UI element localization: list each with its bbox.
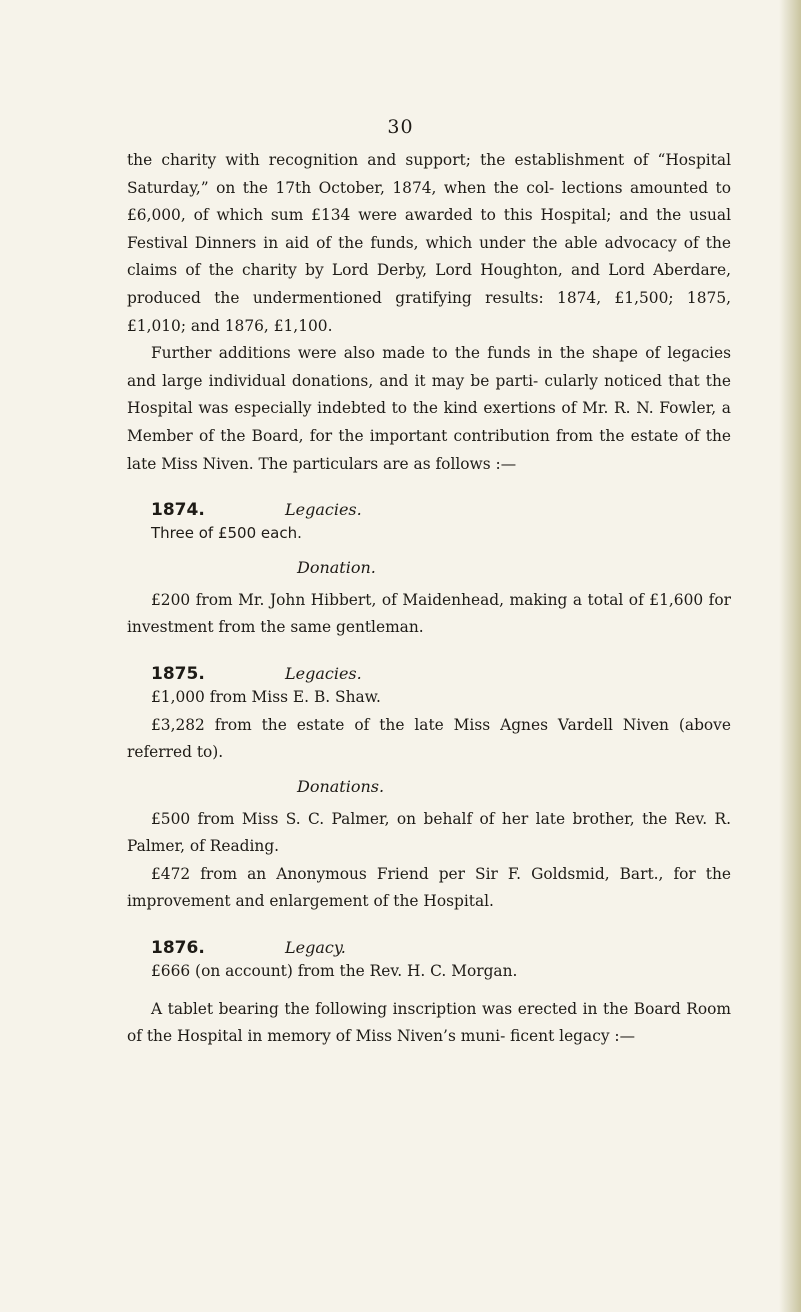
year-1874: 1874. [151,500,205,521]
page-number: 30 [387,116,414,138]
subheading-1874-donation: Donation. [297,557,376,577]
legacy-1876-morgan: £666 (on account) from the Rev. H. C. Morgan. [151,962,518,981]
page-edge-shadow [779,0,801,1312]
donation-1875-anonymous: £472 from an Anonymous Friend per Sir F. Goldsmid, Bart., for the improvement and enlargement of the Hospital. [127,864,731,911]
intro-paragraph-2: Further additions were also made to the funds in the shape of legacies and large individual donations, and it may be parti- cularly noticed that the Hospital was especially indebted to the kind exertions of Mr. R. N. Fowler, a Member of the Board, for the important contribution from the estate of the late Miss Niven. The particulars are as follows :— [127,344,731,473]
closing-paragraph: A tablet bearing the following inscription was erected in the Board Room of the Hospital in memory of Miss Niven’s muni- ficent legacy :— [127,999,731,1046]
donation-1874: £200 from Mr. John Hibbert, of Maidenhead, making a total of £1,600 for investment from the same gentleman. [127,590,731,637]
heading-1876-legacy: Legacy. [285,938,346,958]
heading-1875-legacies: Legacies. [285,663,362,683]
legacy-1875-niven: £3,282 from the estate of the late Miss Agnes Vardell Niven (above referred to). [127,715,731,762]
subheading-1875-donations: Donations. [297,776,385,796]
heading-1874-legacies: Legacies. [285,500,362,520]
section-1876-header [151,938,731,958]
donation-1875-palmer: £500 from Miss S. C. Palmer, on behalf of her late brother, the Rev. R. Palmer, of Reading. [127,809,731,856]
year-1876: 1876. [151,938,205,959]
section-1875-header [151,664,731,684]
intro-paragraph-1: the charity with recognition and support; the establishment of “Hospital Saturday,” on the 17th October, 1874, when the col- lections amounted to £6,000, of which sum £134 were awarded to this Hospital; and the usual Festival Dinners in aid of the funds, which under the able advocacy of the claims of the charity by Lord Derby, Lord Houghton, and Lord Aberdare, produced the undermentioned gratifying results: 1874, £1,500; 1875, £1,010; and 1876, £1,100. [127,151,731,335]
legacy-1874: Three of £500 each. [151,524,302,543]
legacy-1875-shaw: £1,000 from Miss E. B. Shaw. [151,687,381,706]
section-gap [127,986,731,996]
year-1875: 1875. [151,663,205,684]
section-1874-header [151,500,731,520]
page-body [127,147,731,1051]
